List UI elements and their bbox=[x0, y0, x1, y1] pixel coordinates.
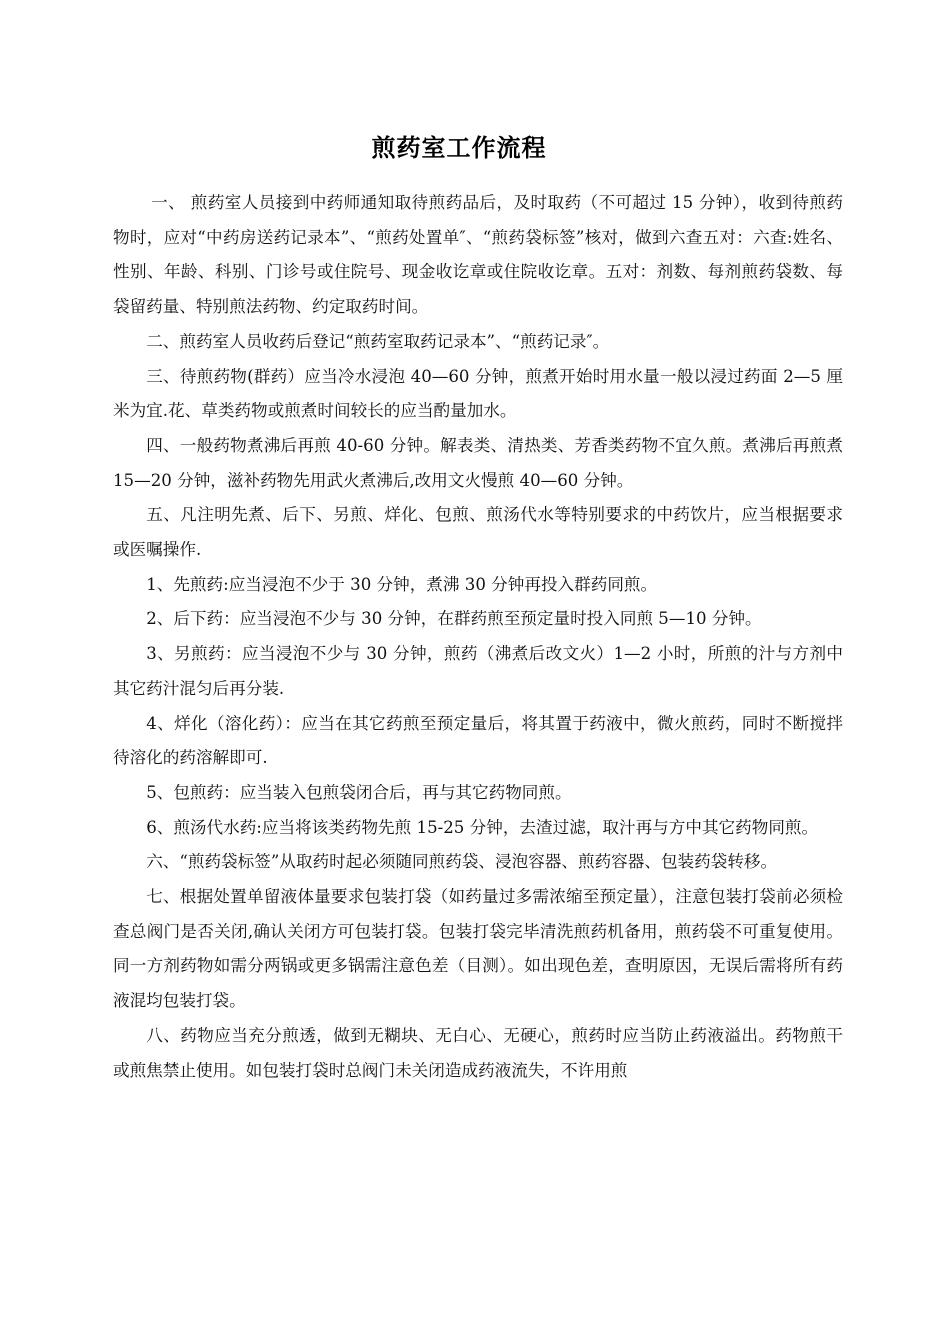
paragraph-6: 六、“煎药袋标签”从取药时起必须随同煎药袋、浸泡容器、煎药容器、包装药袋转移。 bbox=[146, 852, 778, 872]
list-item-5: 5、包煎药：应当装入包煎袋闭合后，再与其它药物同煎。 bbox=[146, 782, 572, 802]
list-item-1: 1、先煎药:应当浸泡不少于 30 分钟，煮沸 30 分钟再投入群药同煎。 bbox=[146, 574, 658, 594]
paragraph-4: 四、一般药物煮沸后再煎 40-60 分钟。解表类、清热类、芳香类药物不宜久煎。煮沸后再煎煮 15—20 分钟，滋补药物先用武火煮沸后,改用文火慢煎 40—60 分钟。 bbox=[113, 435, 843, 490]
list-item-3: 3、另煎药：应当浸泡不少与 30 分钟，煎药（沸煮后改文火）1—2 小时，所煎的汁与方剂中其它药汁混匀后再分装. bbox=[113, 644, 843, 698]
list-item-4: 4、烊化（溶化药）：应当在其它药煎至预定量后，将其置于药液中，微火煎药，同时不断搅拌待溶化的药溶解即可. bbox=[113, 713, 843, 768]
paragraph-1: 一、 煎药室人员接到中药师通知取待煎药品后，及时取药（不可超过 15 分钟），收到待煎药物时，应对“中药房送药记录本”、“煎药处置单″、“煎药袋标签”核对，做到六查五对：六查:姓名、性别、年龄、科别、门诊号或住院号、现金收讫章或住院收讫章。五对：剂数、每剂煎药袋数、每袋留药量、特别煎法药物、约定取药时间。 bbox=[113, 193, 843, 317]
list-item-2: 2、后下药：应当浸泡不少与 30 分钟，在群药煎至预定量时投入同煎 5—10 分钟。 bbox=[146, 609, 762, 629]
paragraph-8: 八、药物应当充分煎透，做到无糊块、无白心、无硬心，煎药时应当防止药液溢出。药物煎干或煎焦禁止使用。如包装打袋时总阀门未关闭造成药液流失，不许用煎 bbox=[113, 1025, 843, 1080]
paragraph-5: 五、凡注明先煮、后下、另煎、烊化、包煎、煎汤代水等特别要求的中药饮片，应当根据要求或医嘱操作. bbox=[113, 505, 843, 560]
list-item-6: 6、煎汤代水药:应当将该类药物先煎 15-25 分钟，去渣过滤，取汁再与方中其它药物同煎。 bbox=[146, 817, 819, 837]
document-body bbox=[113, 186, 843, 1088]
paragraph-2: 二、煎药室人员收药后登记“煎药室取药记录本”、“煎药记录″。 bbox=[146, 331, 610, 351]
paragraph-7: 七、根据处置单留液体量要求包装打袋（如药量过多需浓缩至预定量），注意包装打袋前必须检查总阀门是否关闭,确认关闭方可包装打袋。包装打袋完毕清洗煎药机备用，煎药袋不可重复使用。同一方剂药物如需分两锅或更多锅需注意色差（目测）。如出现色差，查明原因，无误后需将所有药液混均包装打袋。 bbox=[113, 887, 843, 1011]
paragraph-3: 三、待煎药物(群药）应当冷水浸泡 40—60 分钟，煎煮开始时用水量一般以浸过药面 2—5 厘米为宜.花、草类药物或煎煮时间较长的应当酌量加水。 bbox=[113, 366, 843, 421]
page-title: 煎药室工作流程 bbox=[371, 134, 547, 162]
